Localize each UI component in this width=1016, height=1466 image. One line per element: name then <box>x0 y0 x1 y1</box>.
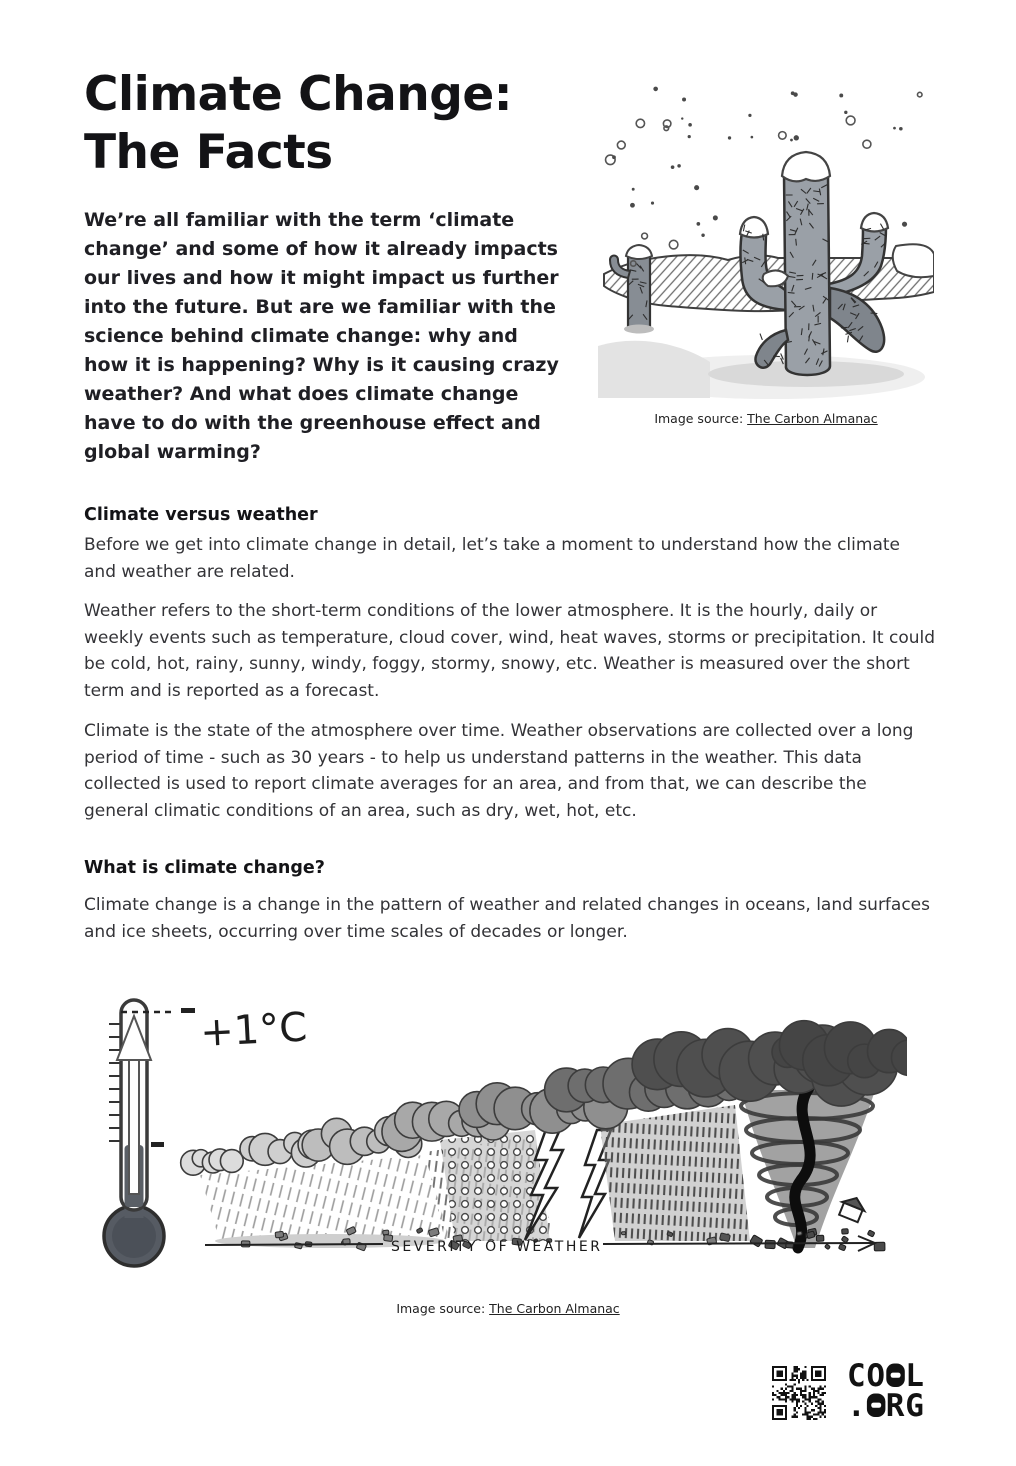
image-source-link[interactable]: The Carbon Almanac <box>747 411 878 426</box>
intro-paragraph: We’re all familiar with the term ‘climate change’ and some of how it already impacts our lives and how it might impact us further into the future. But are we familiar with the science behind climate change: why and how it is happening? Why is it causing crazy weather? And what does climate change have to do with the greenhouse effect and global warming? <box>84 209 559 463</box>
page-title-line1: Climate Change: <box>84 67 513 122</box>
page-title-line2: The Facts <box>84 125 333 180</box>
paragraph-climate-weather-1: Before we get into climate change in detail, let’s take a moment to understand how the climate and weather are related. <box>84 535 900 582</box>
caption-text: Image source: <box>396 1301 490 1316</box>
thermometer-ticks <box>109 1024 120 1141</box>
cactus-snow-figure <box>598 78 934 426</box>
svg-text:R: R <box>885 1388 905 1420</box>
caption-text: Image source: <box>654 411 748 426</box>
paragraph-climate-weather-3: Climate is the state of the atmosphere over time. Weather observations are collected over a long period of time - such as 30 years - to help us understand patterns in the weather. This data collected is used to report climate averages for an area, and from that, we can describe the general climatic conditions of an area, such as dry, wet, hot, etc. <box>84 721 914 821</box>
page-title <box>84 66 512 182</box>
section-heading-what-is-climate-change: What is climate change? <box>84 858 325 878</box>
heavy-rain <box>600 1105 750 1241</box>
cactus-snow-illustration <box>598 78 934 408</box>
qr-code <box>772 1366 826 1420</box>
severity-axis-label: SEVERITY OF WEATHER <box>391 1239 603 1255</box>
cactus-image-caption <box>598 411 934 426</box>
temperature-label: +1°C <box>199 1004 309 1056</box>
section-heading-climate-versus-weather: Climate versus weather <box>84 505 318 525</box>
cool-org-logo <box>847 1362 931 1420</box>
severity-of-weather-figure <box>95 990 907 1272</box>
severity-image-caption <box>0 1301 1016 1316</box>
svg-text:G: G <box>905 1388 924 1420</box>
paragraph-climate-weather-2: Weather refers to the short-term conditions of the lower atmosphere. It is the hourly, daily or weekly events such as temperature, cloud cover, wind, heat waves, storms or precipitation. It could be cold, hot, rainy, sunny, windy, foggy, stormy, snowy, etc. Weather is measured over the short term and is reported as a forecast. <box>84 601 936 701</box>
svg-text:C: C <box>847 1362 866 1394</box>
snow-drift <box>598 341 710 398</box>
thermometer-icon <box>104 1000 195 1266</box>
snow-on-ridge <box>893 244 934 277</box>
svg-text:L: L <box>905 1362 924 1394</box>
image-source-link[interactable]: The Carbon Almanac <box>489 1301 620 1316</box>
paragraph-what-is-climate-change: Climate change is a change in the pattern of weather and related changes in oceans, land surfaces and ice sheets, occurring over time scales of decades or longer. <box>84 895 930 942</box>
svg-text:.: . <box>847 1388 866 1420</box>
tornado <box>741 1088 875 1248</box>
flying-house-debris <box>837 1194 867 1223</box>
svg-text:O: O <box>866 1362 886 1394</box>
severity-of-weather-illustration <box>95 990 907 1272</box>
